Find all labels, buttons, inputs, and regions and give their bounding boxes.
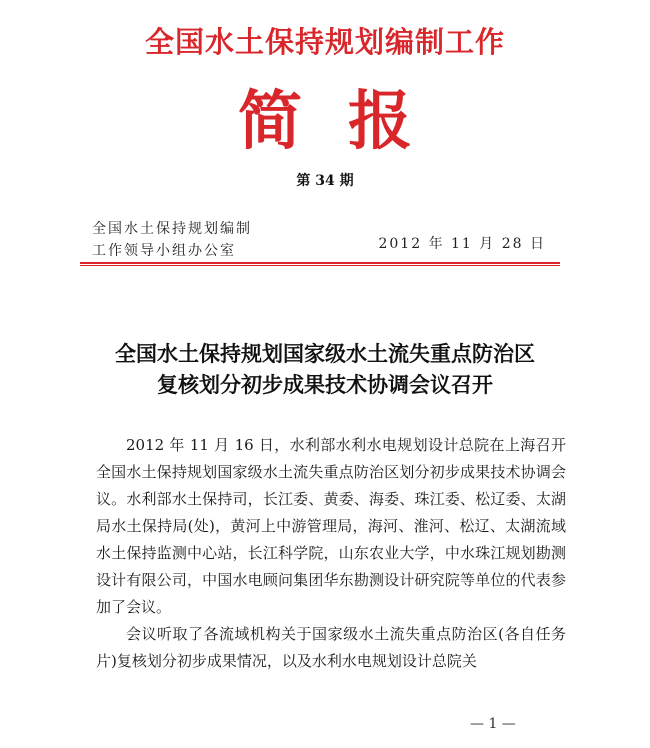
issue-number: 第 34 期 [296,173,354,189]
paragraph: 会议听取了各流域机构关于国家级水土流失重点防治区(各自任务片)复核划分初步成果情况，以及水利水电规划设计总院关 [96,625,566,670]
brief-title: 简报 [238,85,458,159]
issuer-line-1: 全国水土保持规划编制 [92,221,252,237]
header-divider-thin [80,265,560,266]
page-number: — 1 — [470,716,516,732]
issue-date: 2012 年 11 月 28 日 [378,236,546,252]
article-headline [60,338,590,400]
paragraph: 2012 年 11 月 16 日，水利部水利水电规划设计总院在上海召开全国水土保持规划国家级水土流失重点防治区划分初步成果技术协调会议。水利部水土保持司，长江委、黄委、海委、珠江委、松辽委、太湖局水土保持局(处)，黄河上中游管理局，海河、淮河、松辽、太湖流域水土保持监测中心站，长江科学院，山东农业大学，中水珠江规划勘测设计有限公司，中国水电顾问集团华东勘测设计研究院等单位的代表参加了会议。 [96,436,566,616]
header-divider [80,262,560,264]
issuer-line-2: 工作领导小组办公室 [92,243,236,259]
headline-line-1: 全国水土保持规划国家级水土流失重点防治区 [115,341,535,366]
headline-line-2: 复核划分初步成果技术协调会议召开 [157,372,493,397]
article-body [96,432,566,675]
org-title: 全国水土保持规划编制工作 [144,25,505,59]
issuer [92,218,252,262]
